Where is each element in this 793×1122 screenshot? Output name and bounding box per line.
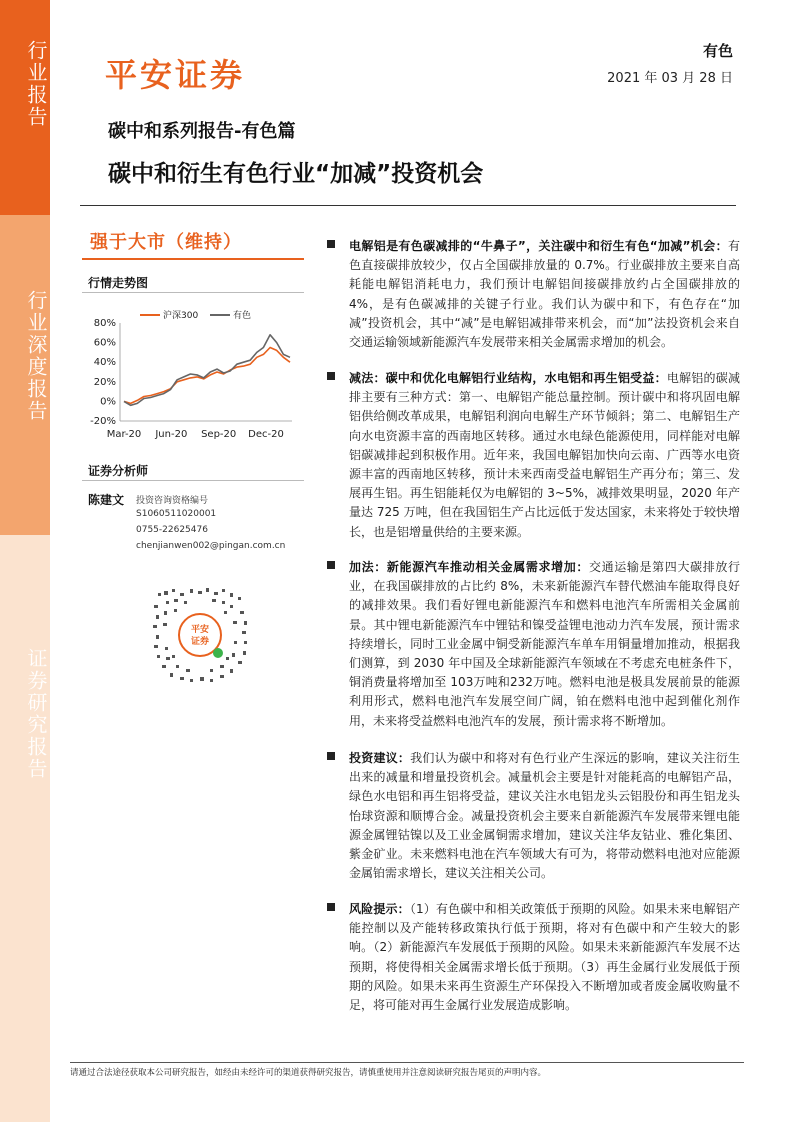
summary-point-2-lead: 减法：碳中和优化电解铝行业结构，水电铝和再生铝受益： <box>349 371 667 385</box>
chart-y-tick-label: 20% <box>93 376 116 388</box>
chart-series-line-2 <box>124 335 290 406</box>
page-title: 碳中和衍生有色行业“加减”投资机会 <box>108 161 484 187</box>
header-divider <box>80 205 736 206</box>
summary-point-1-body: 有色直接碳排放较少，仅占全国碳排放量的 0.7%。行业碳排放主要来自高耗能电解铝消耗电力，我们预计电解铝间接碳排放约占全国碳排放的 4%，是有色碳减排的关键子行业。我们认为碳中和下，有色存在“加减”投资机会，其中“减”是电解铝减排带来机会，而“加”法投资机会来自交通运输领域新能源汽车发展带来相关金属需求增加的机会。 <box>349 239 740 350</box>
chart-section-label: 行情走势图 <box>88 276 149 290</box>
analyst-name: 陈建文 <box>88 493 125 507</box>
chart-x-tick-label: Mar-20 <box>106 429 142 440</box>
side-band-segment-bottom <box>0 535 50 1122</box>
bullet-square-icon <box>327 372 335 380</box>
chart-y-tick-label: 60% <box>93 337 116 349</box>
qr-logo-text-top: 平安 <box>190 625 210 635</box>
summary-point-5-lead: 风险提示： <box>349 902 410 916</box>
side-band <box>0 0 50 1122</box>
side-label-industry-report: 行业报告 <box>24 40 48 128</box>
market-trend-chart <box>82 305 307 447</box>
chart-y-tick-label: -20% <box>90 416 116 427</box>
summary-point-1 <box>325 237 740 352</box>
summary-point-3-lead: 加法：新能源汽车推动相关金属需求增加： <box>349 560 590 574</box>
chart-x-tick-label: Jun-20 <box>155 429 188 440</box>
bullet-square-icon <box>327 752 335 760</box>
chart-x-tick-label: Dec-20 <box>248 429 284 440</box>
summary-point-5-body: （1）有色碳中和相关政策低于预期的风险。如果未来电解铝产能控制以及产能转移政策执行低于预期，将对有色碳中和产生较大的影响。（2）新能源汽车发展低于预期的风险。如果未来新能源汽车发展不达预期，将使得相关金属需求增长低于预期。（3）再生金属行业发展低于预期的风险。如果未来再生资源生产环保投入不断增加或者废金属收购量不足，将可能对再生金属行业发展造成影响。 <box>349 902 740 1013</box>
chart-y-tick-label: 80% <box>93 318 116 329</box>
analyst-section-divider <box>82 480 304 481</box>
footer-disclaimer: 请通过合法途径获取本公司研究报告，如经由未经许可的渠道获得研究报告，请慎重使用并注意阅读研究报告尾页的声明内容。 <box>70 1068 547 1078</box>
summary-point-4 <box>325 749 740 883</box>
summary-point-4-body: 我们认为碳中和将对有色行业产生深远的影响，建议关注衍生出来的减量和增量投资机会。减量机会主要是针对能耗高的电解铝产品，绿色水电铝和再生铝将受益，建议关注水电铝龙头云铝股份和再生铝龙头怡球资源和顺博合金。减量投资机会主要来自新能源汽车发展带来锂电能源金属锂钴镍以及工业金属铜需求增加，建议关注华友钴业、雅化集团、紫金矿业。未来燃料电池在汽车领域大有可为，将带动燃料电池对应能源金属铂需求增长，建议关注相关公司。 <box>349 751 740 881</box>
summary-point-2-body: 电解铝的碳减排主要有三种方式：第一、电解铝产能总量控制。预计碳中和将巩固电解铝供给侧改革成果，电解铝利润向电解生产环节倾斜；第二、电解铝生产向水电资源丰富的西南地区转移。通过水电绿色能源使用，同样能对电解铝碳减排起到积极作用。近年来，我国电解铝加快向云南、广西等水电资源丰富的西南地区转移，预计未来西南受益电解铝生产再分布；第三、发展再生铝。再生铝能耗仅为电解铝的 3~5%，减排效果明显，2020 年产量达 725 万吨，但在我国铝生产占比远低于发达国家，未来将处于较快增长，也是铝增量供给的主要来源。 <box>349 371 740 539</box>
company-logo: 平安证券 <box>105 56 246 94</box>
summary-point-5 <box>325 900 740 1015</box>
rating-label: 强于大市（维持） <box>90 232 242 253</box>
summary-point-2 <box>325 369 740 542</box>
rating-divider <box>82 258 304 260</box>
chart-section-divider <box>82 292 304 293</box>
bullet-square-icon <box>327 240 335 248</box>
report-date: 2021 年 03 月 28 日 <box>607 71 733 86</box>
side-label-in-depth-report: 行业深度报告 <box>24 290 48 422</box>
analyst-cert-number: S1060511020001 <box>136 509 217 519</box>
chart-y-tick-label: 40% <box>93 357 116 369</box>
mini-program-qr-code[interactable] <box>150 585 250 685</box>
summary-point-3 <box>325 558 740 731</box>
qr-logo-text-bottom: 证券 <box>190 637 210 647</box>
analyst-phone: 0755-22625476 <box>136 525 208 535</box>
side-label-securities-research: 证券研究报告 <box>24 648 48 780</box>
analyst-email[interactable]: chenjianwen002@pingan.com.cn <box>136 541 286 551</box>
analyst-cert-label: 投资咨询资格编号 <box>136 496 209 506</box>
series-title: 碳中和系列报告-有色篇 <box>108 121 296 142</box>
bullet-square-icon <box>327 561 335 569</box>
chart-x-tick-label: Sep-20 <box>201 429 237 440</box>
summary-point-1-lead: 电解铝是有色碳减排的“牛鼻子”，关注碳中和衍生有色“加减”机会： <box>349 239 728 253</box>
summary-point-3-body: 交通运输是第四大碳排放行业，在我国碳排放的占比约 8%，未来新能源汽车替代燃油车能取得良好的减排效果。我们看好锂电新能源汽车和燃料电池汽车所需相关金属前景。其中锂电新能源汽车中锂钴和镍受益锂电池动力汽车发展，预计需求持续增长，同时工业金属中铜受新能源汽车单车用铜量增加推动，根据我们测算，到 2030 年中国及全球新能源汽车领域在不考虑充电桩条件下，铜消费量将增加至 103万吨和232万吨。燃料电池是极具发展前景的能源利用形式，燃料电池汽车发展空间广阔，铂在燃料电池中起到催化剂作用，未来将受益燃料电池汽车的发展，预计需求将不断增加。 <box>349 560 740 728</box>
summary-point-4-lead: 投资建议： <box>349 751 411 765</box>
chart-legend-label: 沪深300 <box>163 311 199 321</box>
chart-y-tick-label: 0% <box>100 396 116 408</box>
industry-tag: 有色 <box>702 42 733 60</box>
footer-divider <box>70 1062 744 1063</box>
analyst-section-label: 证券分析师 <box>88 464 149 478</box>
chart-legend-label: 有色 <box>233 311 252 321</box>
bullet-square-icon <box>327 903 335 911</box>
